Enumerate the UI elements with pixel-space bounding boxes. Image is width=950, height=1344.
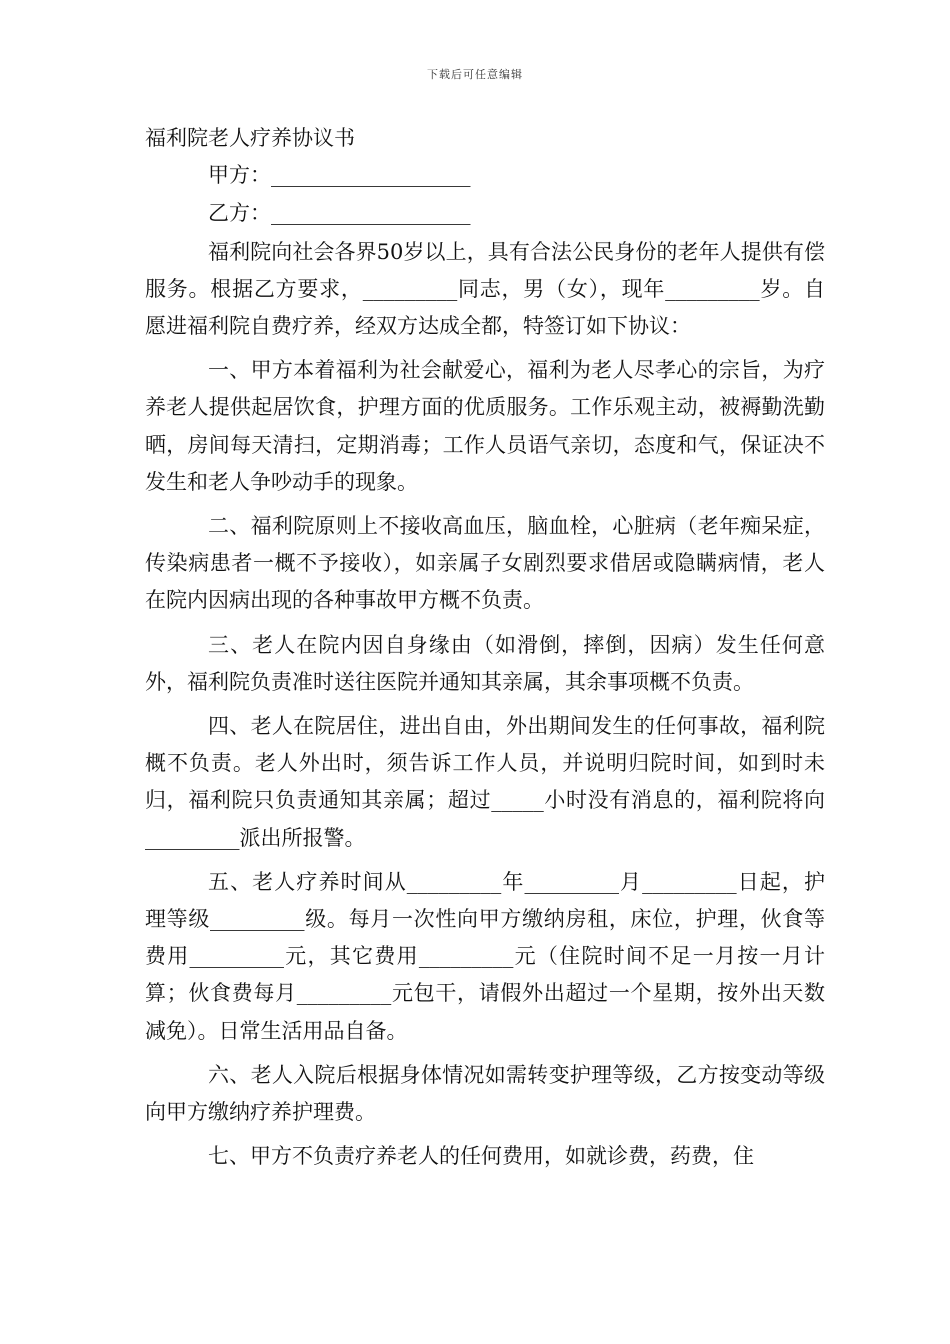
clause-4-paragraph: 四、老人在院居住，进出自由，外出期间发生的任何事故，福利院概不负责。老人外出时，须告诉工作人员，并说明归院时间，如到时未归，福利院只负责通知其亲属；超过_____小时没有消息的，福利院将向_________派出所报警。 xyxy=(145,714,825,850)
clause-6-paragraph: 六、老人入院后根据身体情况如需转变护理等级，乙方按变动等级向甲方缴纳疗养护理费。 xyxy=(145,1062,825,1125)
clause-5-paragraph: 五、老人疗养时间从_________年_________月_________日起，护理等级_________级。每月一次性向甲方缴纳房租，床位，护理，伙食等费用_________元，其它费用_________元（住院时间不足一月按一月计算；伙食费每月_________元包干，请假外出超过一个星期，按外出天数减免）。日常生活用品自备。 xyxy=(145,869,825,1043)
party-b-line: 乙方：___________________ xyxy=(208,201,471,226)
clause-3-paragraph: 三、老人在院内因自身缘由（如滑倒，摔倒，因病）发生任何意外，福利院负责准时送往医院并通知其亲属，其余事项概不负责。 xyxy=(145,632,825,694)
party-a-line: 甲方：___________________ xyxy=(208,163,471,188)
clause-2-paragraph: 二、福利院原则上不接收高血压，脑血栓，心脏病（老年痴呆症，传染病患者一概不予接收），如亲属子女剧烈要求借居或隐瞒病情，老人在院内因病出现的各种事故甲方概不负责。 xyxy=(145,514,825,613)
clause-1-paragraph: 一、甲方本着福利为社会献爱心，福利为老人尽孝心的宗旨，为疗养老人提供起居饮食，护理方面的优质服务。工作乐观主动，被褥勤洗勤晒，房间每天清扫，定期消毒；工作人员语气亲切，态度和气，保证决不发生和老人争吵动手的现象。 xyxy=(145,358,825,494)
page-header-note: 下载后可任意编辑 xyxy=(427,68,523,81)
document-title: 福利院老人疗养协议书 xyxy=(145,126,355,150)
intro-paragraph: 福利院向社会各界50岁以上，具有合法公民身份的老年人提供有偿服务。根据乙方要求，_________同志，男（女），现年_________岁。自愿进福利院自费疗养，经双方达成全都，特签订如下协议： xyxy=(145,239,825,339)
document-body xyxy=(145,120,825,1175)
clause-7-paragraph: 七、甲方不负责疗养老人的任何费用，如就诊费，药费，住 xyxy=(208,1144,754,1169)
